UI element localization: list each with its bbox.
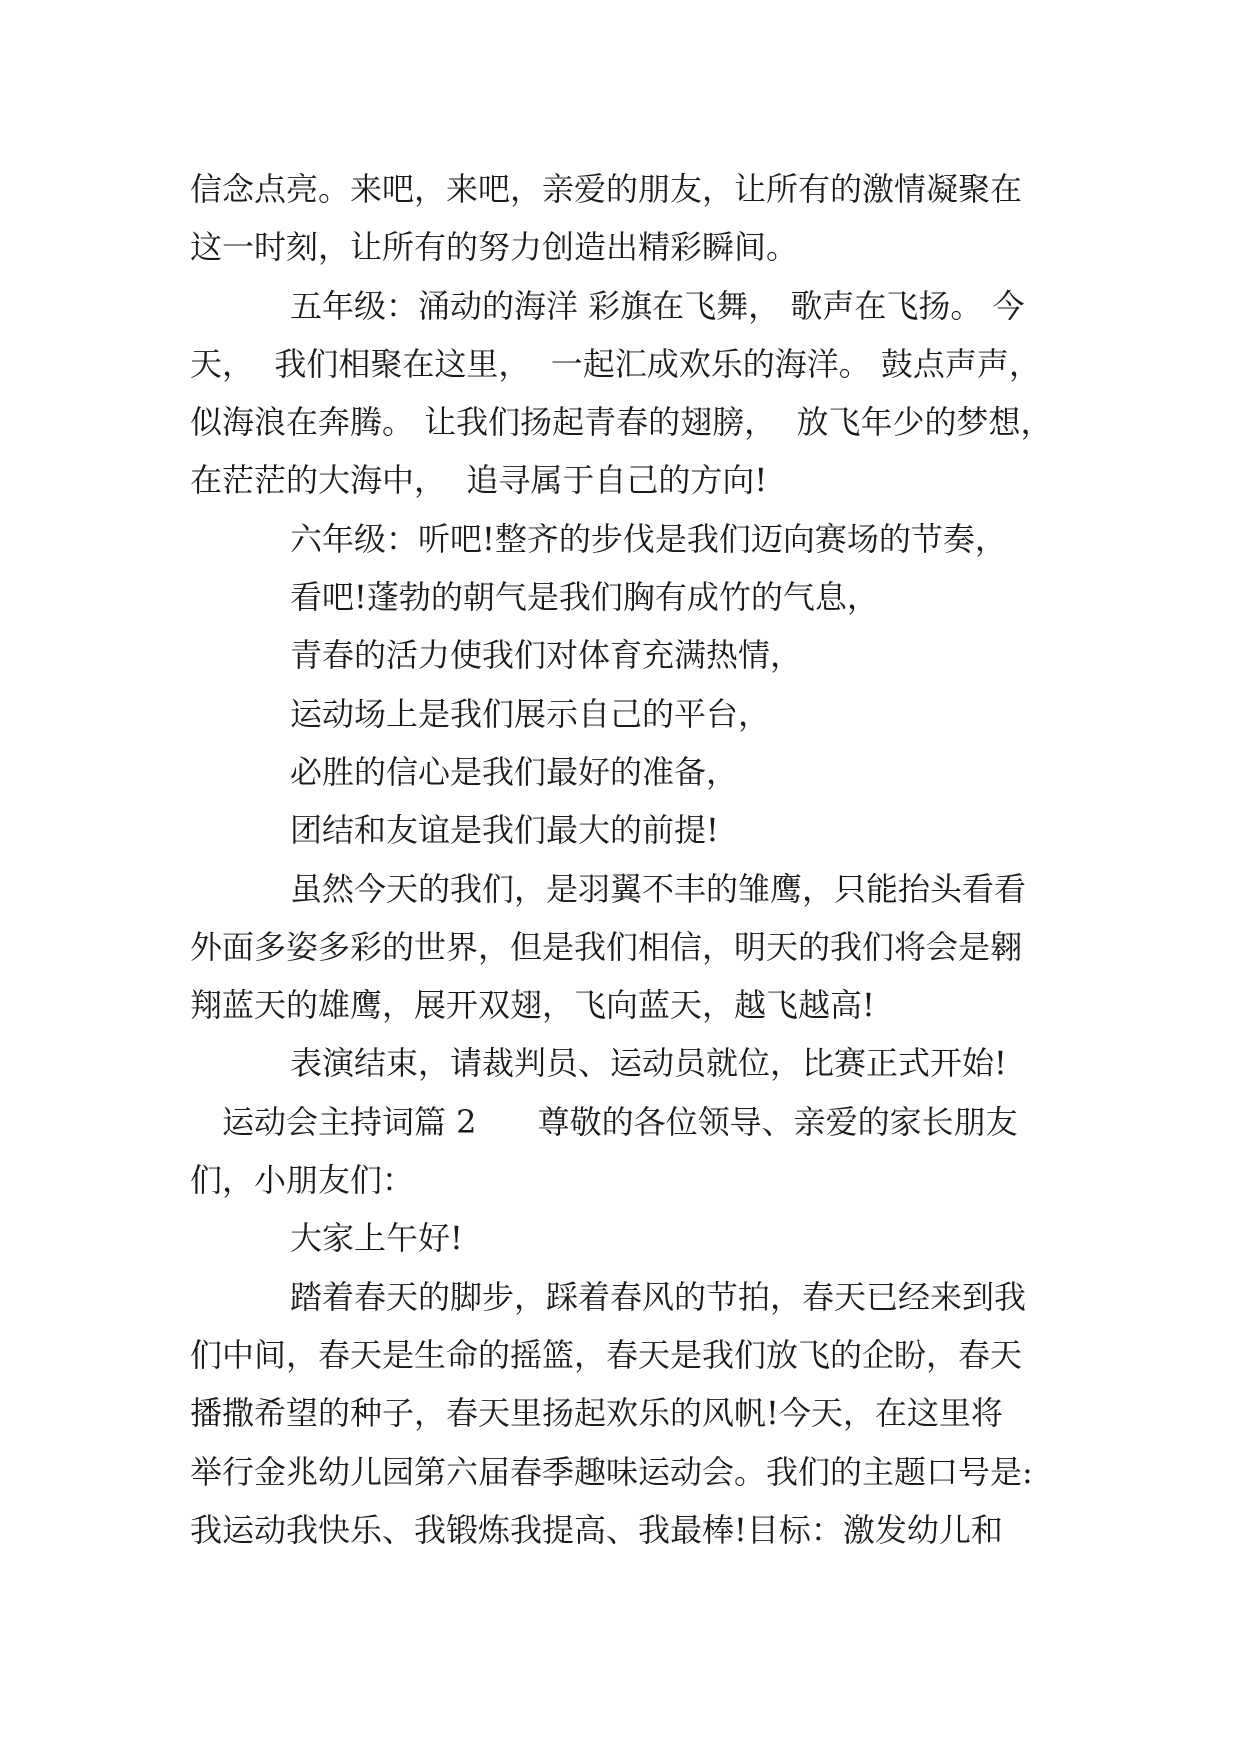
text-line: 播撒希望的种子，春天里扬起欢乐的风帆!今天，在这里将 <box>190 1394 1003 1433</box>
text-line: 们，小朋友们： <box>190 1161 415 1200</box>
text-line: 青春的活力使我们对体育充满热情， <box>290 636 803 675</box>
text-line: 踏着春天的脚步，踩着春风的节拍，春天已经来到我 <box>290 1277 1027 1316</box>
text-line: 五年级：涌动的海洋 彩旗在飞舞， 歌声在飞扬。 今 <box>290 286 1025 325</box>
text-line: 团结和友谊是我们最大的前提! <box>290 811 719 850</box>
text-line: 必胜的信心是我们最好的准备， <box>290 752 739 791</box>
text-line: 六年级：听吧!整齐的步伐是我们迈向赛场的节奏， <box>290 519 1007 558</box>
text-line: 翔蓝天的雄鹰，展开双翅，飞向蓝天，越飞越高! <box>190 986 875 1025</box>
text-line: 看吧!蓬勃的朝气是我们胸有成竹的气息， <box>290 578 879 617</box>
text-line: 这一时刻，让所有的努力创造出精彩瞬间。 <box>190 228 799 267</box>
text-line: 虽然今天的我们，是羽翼不丰的雏鹰，只能抬头看看 <box>290 869 1027 908</box>
text-line: 我运动我快乐、我锻炼我提高、我最棒!目标：激发幼儿和 <box>190 1510 1003 1549</box>
text-line: 外面多姿多彩的世界，但是我们相信，明天的我们将会是翱 <box>190 927 1023 966</box>
text-line: 举行金兆幼儿园第六届春季趣味运动会。我们的主题口号是: <box>190 1452 1033 1491</box>
section-heading-line: 运动会主持词篇 2 尊敬的各位领导、亲爱的家长朋友 <box>222 1102 1018 1141</box>
text-line: 表演结束，请裁判员、运动员就位，比赛正式开始! <box>290 1044 1007 1083</box>
text-line: 信念点亮。来吧，来吧，亲爱的朋友，让所有的激情凝聚在 <box>190 170 1023 208</box>
text-line: 似海浪在奔腾。 让我们扬起青春的翅膀， 放飞年少的梦想， <box>190 403 1053 442</box>
text-line: 在茫茫的大海中， 追寻属于自己的方向! <box>190 461 768 500</box>
text-line: 们中间，春天是生命的摇篮，春天是我们放飞的企盼，春天 <box>190 1335 1023 1374</box>
text-line: 运动场上是我们展示自己的平台， <box>290 694 771 733</box>
text-line: 大家上午好! <box>290 1219 463 1258</box>
text-line: 天， 我们相聚在这里， 一起汇成欢乐的海洋。 鼓点声声， <box>190 344 1041 383</box>
document-body <box>190 160 1060 1559</box>
